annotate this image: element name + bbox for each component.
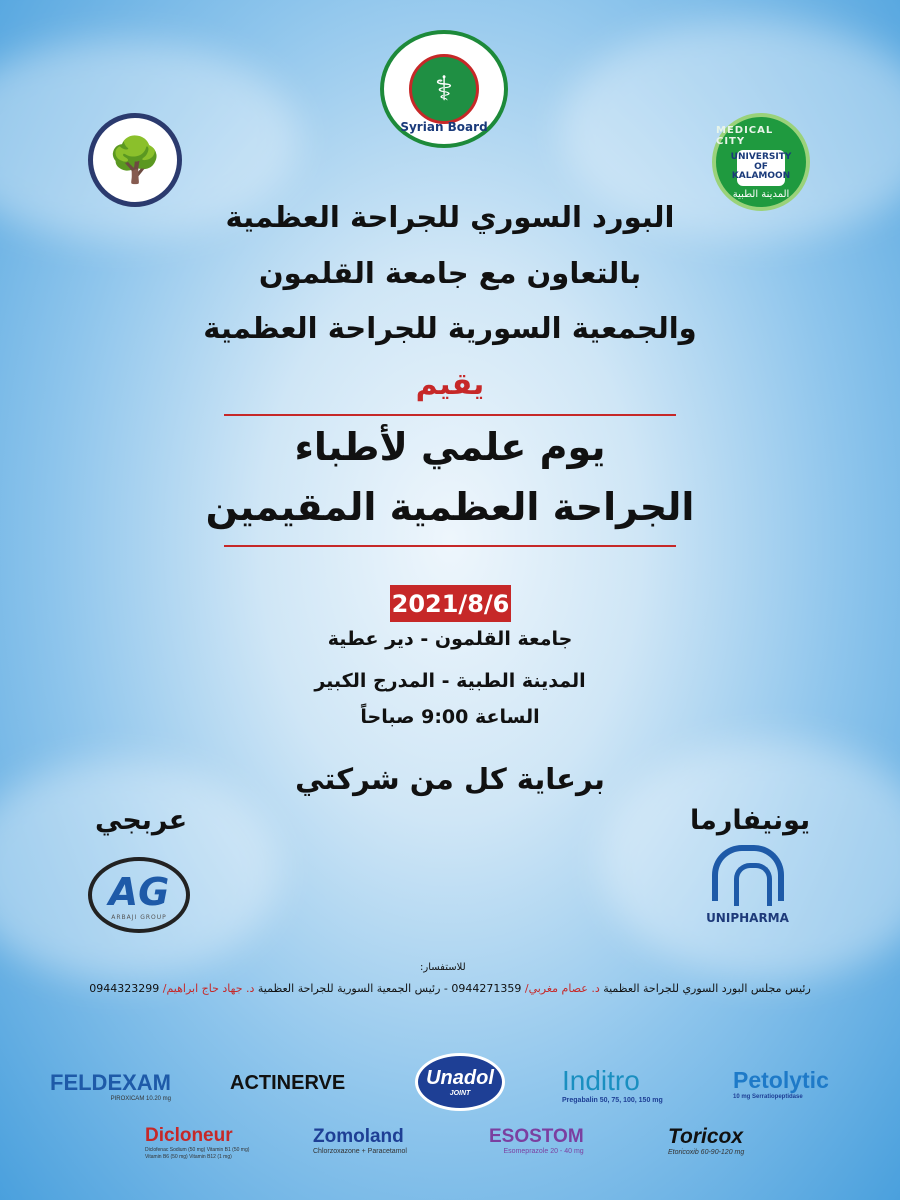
event-place-1: جامعة القلمون - دير عطية [327, 628, 573, 650]
brand-subtitle: 10 mg Serratiopeptidase [733, 1094, 803, 1100]
brand-name: Petolytic [733, 1067, 829, 1093]
contact-text: - رئيس الجمعية السورية للجراحة العظمية [257, 982, 448, 995]
header-line-3: والجمعية السورية للجراحة العظمية [203, 311, 697, 345]
syrian-board-logo [380, 30, 508, 148]
header-line-1: البورد السوري للجراحة العظمية [225, 200, 675, 234]
logo-text: المدينة الطبية [732, 188, 790, 200]
brand-subtitle: JOINT [449, 1090, 471, 1097]
brand-feldexam [50, 1070, 171, 1102]
event-place-2: المدينة الطبية - المدرج الكبير [314, 670, 586, 692]
brand-inditro [562, 1065, 663, 1104]
orthopaedic-association-logo [88, 113, 182, 207]
brand-zomoland [313, 1126, 407, 1155]
medical-city-logo [712, 113, 810, 211]
divider [224, 414, 676, 416]
unipharma-mark-icon [712, 845, 784, 901]
caduceus-icon: ⚕ [409, 54, 479, 124]
sponsor-unipharma-name: يونيفارما [690, 805, 811, 836]
brand-subtitle: Chlorzoxazone + Paracetamol [313, 1148, 407, 1155]
contact-line [80, 982, 820, 995]
contact-name: د. جهاد حاج ابراهيم/ [162, 982, 255, 995]
event-time: الساعة 9:00 صباحاً [360, 706, 540, 728]
brand-esostom [489, 1126, 584, 1155]
unipharma-logo [700, 845, 795, 935]
event-date: 2021/8/6 [390, 585, 511, 622]
brand-name: FELDEXAM [50, 1070, 171, 1095]
brand-name: Toricox [668, 1125, 744, 1148]
presents-word: يقيم [415, 367, 485, 402]
logo-text: MEDICAL CITY [716, 124, 774, 147]
logo-text: AG [108, 869, 170, 914]
divider [224, 545, 676, 547]
brand-subtitle: Diclofenac Sodium (50 mg) Vitamin B1 (50 mg) Vitamin B6 (50 mg) Vitamin B12 (1 mg) [145, 1147, 250, 1160]
event-title-2: الجراحة العظمية المقيمين [205, 485, 695, 529]
sponsors-heading: برعاية كل من شركتي [295, 762, 605, 796]
contact-name: د. عصام مغربي/ [524, 982, 600, 995]
logo-text: ARBAJI GROUP [111, 913, 167, 921]
brand-petolytic [733, 1067, 829, 1100]
logo-text: UNIVERSITY OF KALAMOON [737, 150, 785, 186]
arbaji-group-logo [88, 857, 190, 933]
contact-text: رئيس مجلس البورد السوري للجراحة العظمية [603, 982, 811, 995]
brand-dicloneur [145, 1125, 265, 1161]
contact-phone: 0944271359 [451, 982, 522, 995]
contact-title: للاستفسار: [420, 962, 466, 973]
brand-subtitle: Pregabalin 50, 75, 100, 150 mg [562, 1097, 663, 1104]
brand-unadol [415, 1053, 505, 1111]
brand-name: ACTINERVE [230, 1072, 346, 1094]
brand-actinerve [230, 1072, 345, 1095]
brand-name: ESOSTOM [489, 1126, 584, 1147]
brand-subtitle: Etoricoxib 60-90-120 mg [668, 1149, 745, 1156]
brand-toricox [668, 1125, 744, 1156]
tree-icon: 🌳 [107, 135, 163, 186]
brand-subtitle: Esomeprazole 20 - 40 mg [503, 1148, 584, 1155]
logo-text: Syrian Board [400, 120, 488, 134]
contact-phone: 0944323299 [89, 982, 160, 995]
brand-name: Dicloneur [145, 1125, 233, 1146]
sponsor-arbaji-name: عربجي [95, 805, 188, 836]
logo-text: UNIPHARMA [706, 911, 789, 925]
brand-name: Inditro [562, 1065, 640, 1096]
brand-name: Unadol [426, 1067, 494, 1089]
brand-subtitle: PIROXICAM 10.20 mg [110, 1096, 171, 1102]
header-line-2: بالتعاون مع جامعة القلمون [258, 256, 642, 290]
brand-name: Zomoland [313, 1126, 404, 1147]
event-title-1: يوم علمي لأطباء [294, 425, 606, 469]
